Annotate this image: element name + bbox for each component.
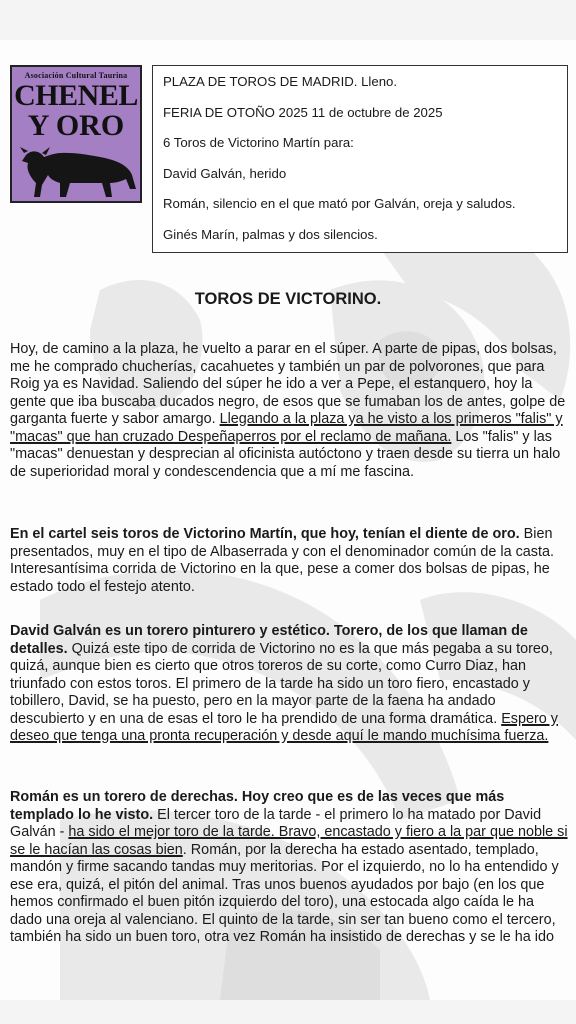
info-line-galvan: David Galván, herido <box>163 165 287 181</box>
p4-bold: Román es un torero de derechas. Hoy creo que es de las veces que más templado lo he visto. <box>10 789 505 823</box>
article-title: TOROS DE VICTORINO. <box>194 290 382 308</box>
bull-icon <box>20 145 140 201</box>
p3-underlined: Espero y deseo que tenga una pronta recuperación y desde aquí le mando muchísima fuerza. <box>10 710 558 744</box>
chenel-y-oro-logo <box>10 65 142 203</box>
p2-bold: En el cartel seis toros de Victorino Martín, que hoy, tenían el diente de oro. <box>10 526 520 542</box>
paragraph-roman <box>10 789 568 947</box>
logo-name-line2: Y ORO <box>27 109 125 142</box>
info-line-fair: FERIA DE OTOÑO 2025 11 de octubre de 2025 <box>163 104 443 120</box>
p3-bold: David Galván es un torero pinturero y estético. Torero, de los que llaman de detalles. <box>10 623 528 657</box>
paragraph-galvan <box>10 623 568 746</box>
bottom-margin <box>0 1000 576 1024</box>
info-line-bulls: 6 Toros de Victorino Martín para: <box>163 135 354 151</box>
paragraph-intro <box>10 341 568 481</box>
top-margin <box>0 0 576 40</box>
p4-text-b: . Román, por la derecha ha estado asentado, templado, mandón y firme sacando tandas muy meritorias. Por el izquierdo, no lo ha entendido y ese era, quizá, el pitón del animal. Tras unos buenos ayudados por bajo (en los que hemos confirmado el buen pitón izquierdo del toro), una estocada algo caída le ha dado una oreja al valenciano. El quinto de la tarde, sin ser tan bueno como el tercero, también ha sido un buen toro, otra vez Román ha insistido de derechas y se le ha ido <box>10 841 559 945</box>
document-page <box>0 40 576 1000</box>
p1-text-b: Los "falis" y las "macas" denuestan y desprecian al oficinista autóctono y traen desde su tierra un halo de superioridad moral y condescendencia que a mí me fascina. <box>10 428 561 480</box>
info-line-venue: PLAZA DE TOROS DE MADRID. Lleno. <box>163 74 398 89</box>
p4-text-a: El tercer toro de la tarde - el primero lo ha matado por David Galván - <box>10 806 542 840</box>
p1-underlined: Llegando a la plaza ya he visto a los primeros "falis" y "macas" que han cruzado Despeñaperros por el reclamo de mañana. <box>10 411 563 445</box>
logo-name-line1: CHENEL <box>14 79 138 112</box>
p4-underlined: ha sido el mejor toro de la tarde. Bravo, encastado y fiero a la par que noble si se le hacían las cosas bien <box>10 824 568 858</box>
info-line-marin: Ginés Marín, palmas y dos silencios. <box>163 226 378 242</box>
p3-text: Quizá este tipo de corrida de Victorino no es la que más pegaba a su toreo, quizá, aunque bien es cierto que otros toreros de su corte, como Curro Diaz, han triunfado con estos toros. El primero de la tarde ha sido un toro fiero, encastado y tobillero, David, se ha puesto, pero en la mayor parte de la faena ha andado descubierto y en una de esas el toro le ha prendido de una forma dramática. <box>10 640 553 727</box>
p2-text: Bien presentados, muy en el tipo de Albaserrada y con el denominador común de la casta. Interesantísima corrida de Victorino en la que, pese a comer dos bolsas de pipas, he estado todo el festejo atento. <box>10 526 554 595</box>
logo-association-text: Asociación Cultural Taurina <box>24 71 128 80</box>
paragraph-cartel <box>10 526 568 596</box>
p1-text-a: Hoy, de camino a la plaza, he vuelto a parar en el súper. A parte de pipas, dos bolsas, me he comprado chucherías, cacahuetes y también un par de polvorones, que para Roig ya es Navidad. Saliendo del súper he ido a ver a Pepe, el estanquero, hoy la gente que iba buscaba ducados negro, de esos que se fumaban los de antes, golpe de garganta fuerte y sabor amargo. <box>10 341 566 427</box>
info-line-roman: Román, silencio en el que mató por Galván, oreja y saludos. <box>163 196 516 212</box>
event-info-box <box>152 65 568 253</box>
